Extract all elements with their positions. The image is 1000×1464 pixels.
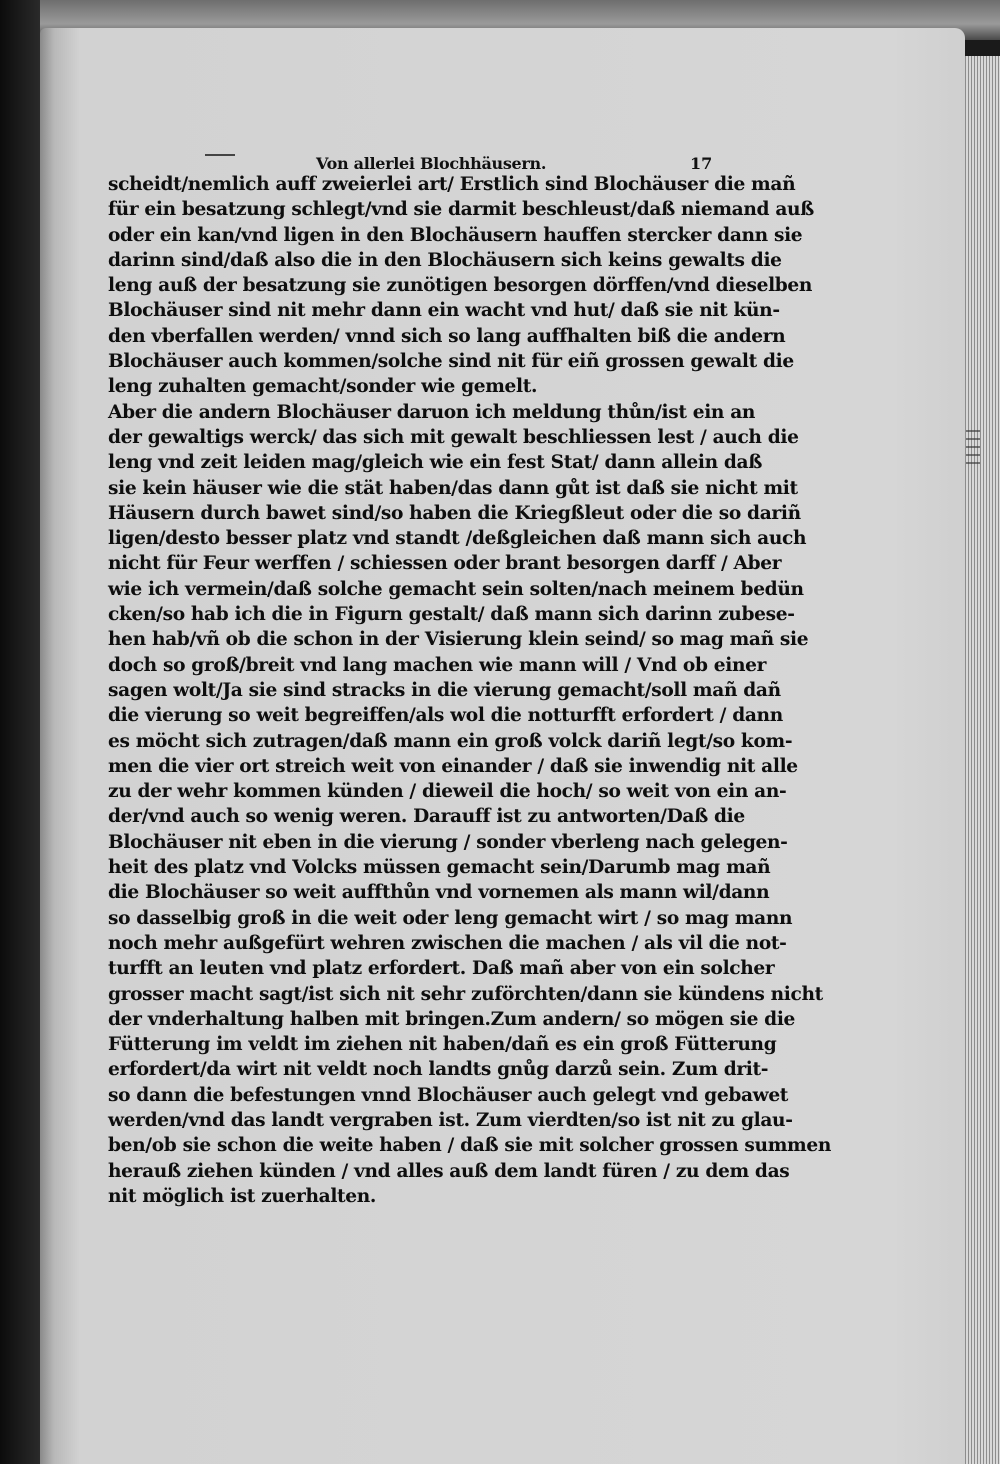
- text-line: zu der wehr kommen künden / dieweil die hoch/ so weit von ein an-: [108, 781, 787, 803]
- text-line: so dann die befestungen vnnd Blochäuser auch gelegt vnd gebawet: [108, 1084, 789, 1106]
- text-line: leng auß der besatzung sie zunötigen besorgen dörffen/vnd dieselben: [108, 275, 813, 297]
- text-line: heit des platz vnd Volcks müssen gemacht sein/Darumb mag mañ: [108, 857, 771, 879]
- text-line: Blochäuser nit eben in die vierung / sonder vberleng nach gelegen-: [108, 831, 788, 853]
- body-text: [108, 172, 832, 1209]
- text-line: Aber die andern Blochäuser daruon ich meldung thůn/ist ein an: [108, 401, 756, 423]
- text-line: doch so groß/breit vnd lang machen wie mann will / Vnd ob einer: [108, 654, 767, 676]
- text-line: erfordert/da wirt nit veldt noch landts gnůg darzů sein. Zum drit-: [108, 1059, 769, 1081]
- text-line: grosser macht sagt/ist sich nit sehr zuförchten/dann sie kündens nicht: [108, 983, 823, 1005]
- text-line: ligen/desto besser platz vnd standt /deßgleichen daß mann sich auch: [108, 528, 807, 550]
- text-line: die vierung so weit begreiffen/als wol die notturfft erfordert / dann: [108, 705, 783, 727]
- text-line: men die vier ort streich weit von einander / daß sie inwendig nit alle: [108, 755, 798, 777]
- text-line: wie ich vermein/daß solche gemacht sein solten/nach meinem bedün: [108, 578, 804, 600]
- text-line: der gewaltigs werck/ das sich mit gewalt beschliessen lest / auch die: [108, 426, 799, 448]
- left-page-gutter: [0, 0, 40, 1464]
- text-line: nicht für Feur werffen / schiessen oder brant besorgen darff / Aber: [108, 553, 782, 575]
- text-line: leng vnd zeit leiden mag/gleich wie ein fest Stat/ dann allein daß: [108, 452, 762, 474]
- text-line: ben/ob sie schon die weite haben / daß sie mit solcher grossen summen: [108, 1135, 832, 1157]
- text-line: Blochäuser auch kommen/solche sind nit für eiñ grossen gewalt die: [108, 351, 794, 373]
- text-line: noch mehr außgefürt wehren zwischen die machen / als vil die not-: [108, 932, 787, 954]
- text-line: hen hab/vñ ob die schon in der Visierung klein seind/ so mag mañ sie: [108, 629, 809, 651]
- page-stack-edge: [960, 56, 1000, 1464]
- page-number: 17: [690, 154, 713, 173]
- text-line: cken/so hab ich die in Figurn gestalt/ daß mann sich darinn zubese-: [108, 604, 795, 626]
- text-line: Blochäuser sind nit mehr dann ein wacht vnd hut/ daß sie nit kün-: [108, 300, 780, 322]
- running-header: Von allerlei Blochhäusern.: [316, 154, 547, 173]
- text-line: die Blochäuser so weit auffthůn vnd vornemen als mann wil/dann: [108, 882, 770, 904]
- text-line: scheidt/nemlich auff zweierlei art/ Erstlich sind Blochäuser die mañ: [108, 174, 796, 195]
- text-line: sagen wolt/Ja sie sind stracks in die vierung gemacht/soll mañ dañ: [108, 679, 781, 701]
- text-line: der/vnd auch so wenig weren. Darauff ist zu antworten/Daß die: [108, 806, 745, 828]
- text-line: den vberfallen werden/ vnnd sich so lang auffhalten biß die andern: [108, 325, 786, 347]
- text-line: für ein besatzung schlegt/vnd sie darmit beschleust/daß niemand auß: [108, 199, 814, 221]
- text-line: der vnderhaltung halben mit bringen.Zum andern/ so mögen sie die: [108, 1008, 796, 1030]
- page-edge-marks: [966, 430, 980, 470]
- text-line: es möcht sich zutragen/daß mann ein groß volck dariñ legt/so kom-: [108, 730, 793, 752]
- header-rule: [205, 154, 235, 156]
- text-line: herauß ziehen künden / vnd alles auß dem landt füren / zu dem das: [108, 1160, 790, 1182]
- text-line: so dasselbig groß in die weit oder leng gemacht wirt / so mag mann: [108, 907, 793, 929]
- text-line: turfft an leuten vnd platz erfordert. Daß mañ aber von ein solcher: [108, 958, 775, 980]
- text-line: Fütterung im veldt im ziehen nit haben/dañ es ein groß Fütterung: [108, 1034, 777, 1056]
- text-line: Häusern durch bawet sind/so haben die Kriegßleut oder die so dariñ: [108, 502, 801, 524]
- text-line: werden/vnd das landt vergraben ist. Zum vierdten/so ist nit zu glau-: [108, 1109, 793, 1131]
- text-line: sie kein häuser wie die stät haben/das dann gůt ist daß sie nicht mit: [108, 477, 798, 499]
- text-line: leng zuhalten gemacht/sonder wie gemelt.: [108, 376, 538, 398]
- text-line: nit möglich ist zuerhalten.: [108, 1185, 377, 1207]
- text-line: darinn sind/daß also die in den Blochäusern sich keins gewalts die: [108, 249, 782, 271]
- text-line: oder ein kan/vnd ligen in den Blochäusern hauffen stercker dann sie: [108, 224, 803, 246]
